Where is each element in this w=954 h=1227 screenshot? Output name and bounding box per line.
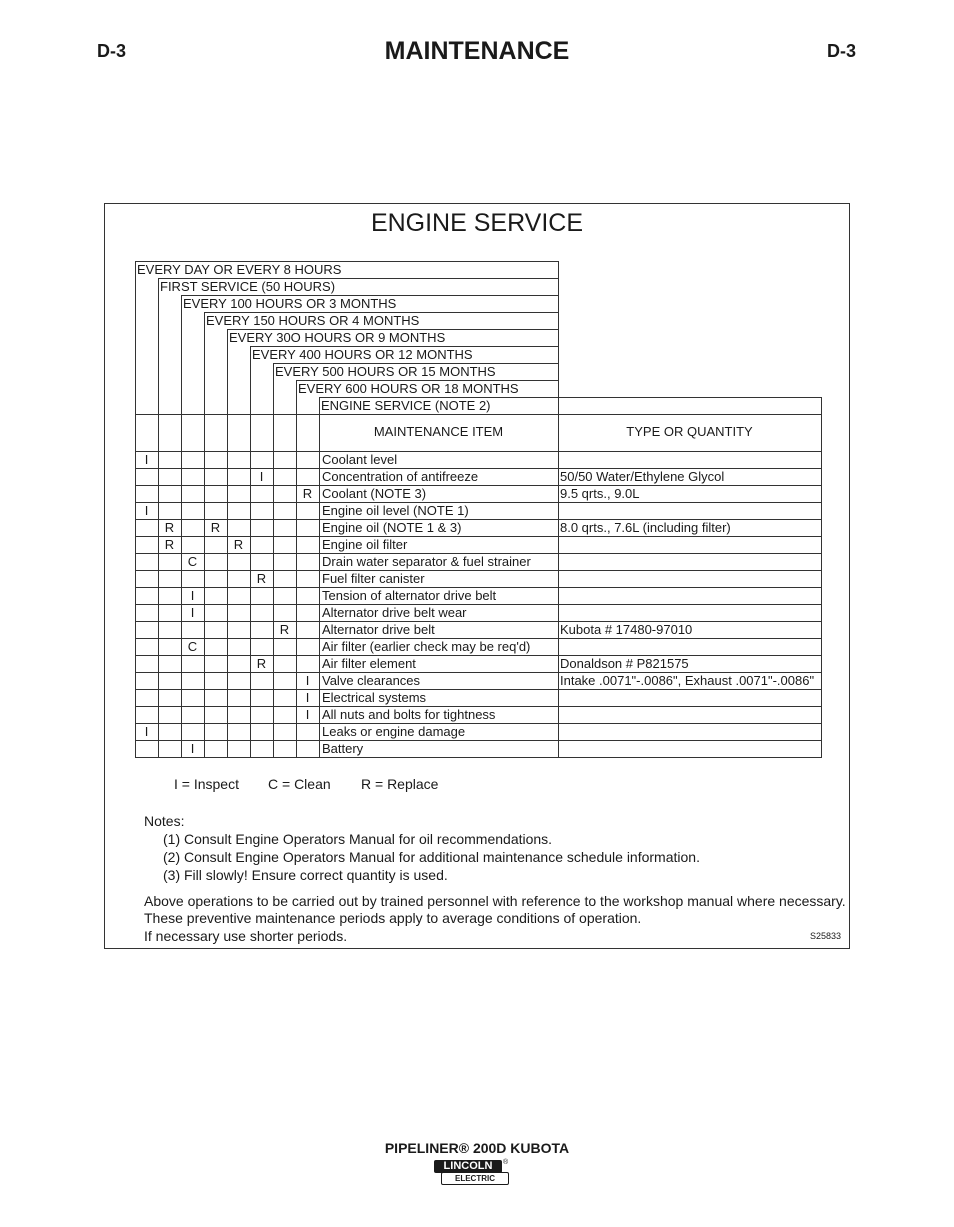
paragraph-line-1: Above operations to be carried out by trained personnel with reference to the workshop manual where necessary.: [144, 893, 846, 909]
row-maintenance-item: Air filter element: [322, 656, 416, 671]
row-rule: [135, 604, 821, 605]
row-mark: I: [190, 741, 195, 756]
row-type-or-quantity: Donaldson # P821575: [560, 656, 689, 671]
note-3: (3) Fill slowly! Ensure correct quantity is used.: [163, 867, 448, 883]
footer-product-name: PIPELINER® 200D KUBOTA: [384, 1140, 570, 1156]
row-type-or-quantity: 50/50 Water/Ethylene Glycol: [560, 469, 725, 484]
row-rule: [135, 723, 821, 724]
row-mark: C: [187, 554, 198, 569]
row-rule: [135, 485, 821, 486]
row-maintenance-item: Alternator drive belt: [322, 622, 435, 637]
lincoln-electric-logo: [434, 1160, 509, 1185]
section-code-left: D-3: [97, 41, 127, 61]
row-maintenance-item: Coolant (NOTE 3): [322, 486, 427, 501]
note-2: (2) Consult Engine Operators Manual for additional maintenance schedule information.: [163, 849, 700, 865]
legend-inspect: I = Inspect: [174, 776, 239, 792]
table-rule: [558, 397, 821, 398]
row-type-or-quantity: Intake .0071"-.0086", Exhaust .0071"-.0086": [560, 673, 815, 688]
row-type-or-quantity: 8.0 qrts., 7.6L (including filter): [560, 520, 731, 535]
row-maintenance-item: All nuts and bolts for tightness: [322, 707, 496, 722]
row-mark: R: [279, 622, 290, 637]
schedule-label: EVERY 600 HOURS OR 18 MONTHS: [298, 381, 519, 396]
row-maintenance-item: Concentration of antifreeze: [322, 469, 479, 484]
row-mark: I: [144, 452, 149, 467]
row-mark: C: [187, 639, 198, 654]
legend-replace: R = Replace: [361, 776, 439, 792]
drawing-number: S25833: [810, 931, 842, 941]
row-maintenance-item: Electrical systems: [322, 690, 427, 705]
row-mark: I: [144, 503, 149, 518]
row-type-or-quantity: Kubota # 17480-97010: [560, 622, 693, 637]
row-rule: [135, 689, 821, 690]
row-mark: I: [305, 673, 310, 688]
column-divider: [158, 278, 159, 758]
legend-clean: C = Clean: [268, 776, 331, 792]
row-maintenance-item: Engine oil filter: [322, 537, 408, 552]
row-mark: I: [190, 588, 195, 603]
section-code-right: D-3: [827, 41, 857, 61]
row-mark: R: [256, 571, 267, 586]
row-mark: I: [144, 724, 149, 739]
row-rule: [135, 757, 821, 758]
row-mark: R: [256, 656, 267, 671]
row-type-or-quantity: 9.5 qrts., 9.0L: [560, 486, 640, 501]
paragraph-line-3: If necessary use shorter periods.: [144, 928, 348, 944]
schedule-label: EVERY 150 HOURS OR 4 MONTHS: [206, 313, 420, 328]
row-maintenance-item: Leaks or engine damage: [322, 724, 466, 739]
row-maintenance-item: Alternator drive belt wear: [322, 605, 467, 620]
schedule-label: EVERY 30O HOURS OR 9 MONTHS: [229, 330, 446, 345]
row-rule: [135, 740, 821, 741]
row-maintenance-item: Coolant level: [322, 452, 398, 467]
row-maintenance-item: Battery: [322, 741, 364, 756]
column-divider: [250, 346, 251, 758]
note-1: (1) Consult Engine Operators Manual for oil recommendations.: [163, 831, 553, 847]
row-mark: I: [259, 469, 264, 484]
column-divider: [821, 397, 822, 758]
row-mark: I: [305, 707, 310, 722]
row-mark: I: [305, 690, 310, 705]
table-rule: [135, 451, 821, 452]
row-maintenance-item: Drain water separator & fuel strainer: [322, 554, 531, 569]
header-maintenance-item: MAINTENANCE ITEM: [373, 424, 504, 439]
schedule-label: EVERY DAY OR EVERY 8 HOURS: [137, 262, 342, 277]
row-maintenance-item: Valve clearances: [322, 673, 421, 688]
logo-bottom-text: ELECTRIC: [441, 1172, 509, 1185]
row-maintenance-item: Tension of alternator drive belt: [322, 588, 497, 603]
schedule-label: FIRST SERVICE (50 HOURS): [160, 279, 336, 294]
row-maintenance-item: Air filter (earlier check may be req'd): [322, 639, 531, 654]
header-type-or-quantity: TYPE OR QUANTITY: [626, 424, 753, 439]
notes-heading: Notes:: [144, 813, 185, 829]
row-rule: [135, 502, 821, 503]
logo-registered-mark: ®: [503, 1159, 509, 1166]
row-mark: R: [164, 520, 175, 535]
row-rule: [135, 570, 821, 571]
column-divider: [558, 261, 559, 397]
schedule-label: ENGINE SERVICE (NOTE 2): [321, 398, 491, 413]
row-rule: [135, 621, 821, 622]
row-mark: I: [190, 605, 195, 620]
row-rule: [135, 655, 821, 656]
row-mark: R: [164, 537, 175, 552]
row-maintenance-item: Fuel filter canister: [322, 571, 425, 586]
table-rule: [135, 414, 821, 415]
row-mark: R: [302, 486, 313, 501]
schedule-label: EVERY 500 HOURS OR 15 MONTHS: [275, 364, 496, 379]
engine-service-title: ENGINE SERVICE: [370, 209, 584, 237]
row-maintenance-item: Engine oil (NOTE 1 & 3): [322, 520, 462, 535]
logo-top-text: LINCOLN: [434, 1160, 502, 1173]
row-mark: R: [233, 537, 244, 552]
schedule-label: EVERY 100 HOURS OR 3 MONTHS: [183, 296, 397, 311]
page-title: MAINTENANCE: [384, 37, 570, 65]
row-maintenance-item: Engine oil level (NOTE 1): [322, 503, 469, 518]
row-mark: R: [210, 520, 221, 535]
paragraph-line-2: These preventive maintenance periods apply to average conditions of operation.: [144, 910, 642, 926]
schedule-label: EVERY 400 HOURS OR 12 MONTHS: [252, 347, 473, 362]
column-divider: [273, 363, 274, 758]
